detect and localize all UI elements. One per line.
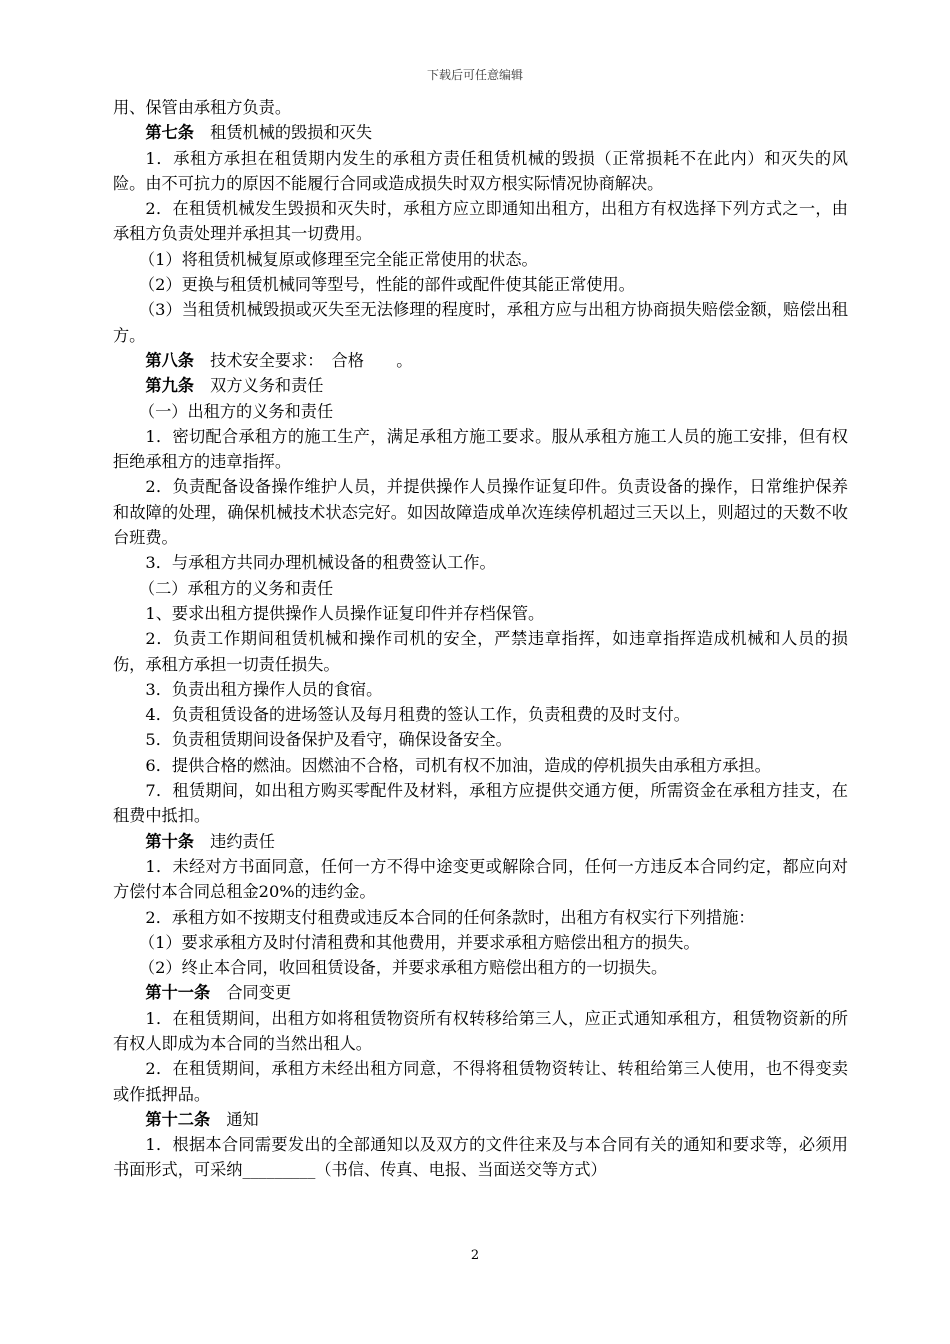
- section-heading: （二）承租方的义务和责任: [138, 578, 334, 598]
- page-number: 2: [470, 1248, 480, 1263]
- paragraph: 5．负责租赁期间设备保护及看守，确保设备安全。: [145, 730, 512, 750]
- article-number: 第十一条: [145, 983, 211, 1003]
- paragraph: （2）更换与租赁机械同等型号，性能的部件或配件使其能正常使用。: [138, 275, 635, 295]
- paragraph: 2．在租赁期间，承租方未经出租方同意，不得将租赁物资转让、转租给第三人使用，也不得变卖或作抵押品。: [113, 1059, 848, 1104]
- paragraph: 3．与承租方共同办理机械设备的租费签认工作。: [145, 553, 496, 573]
- paragraph: 2．负责工作期间租赁机械和操作司机的安全，严禁违章指挥，如违章指挥造成机械和人员的损伤，承租方承担一切责任损失。: [113, 629, 848, 674]
- article-heading: [113, 120, 848, 145]
- paragraph: 1、要求出租方提供操作人员操作证复印件并存档保管。: [145, 603, 545, 623]
- article-number: 第七条: [145, 123, 194, 143]
- article-number: 第九条: [145, 376, 194, 396]
- article-title: 合同变更: [226, 983, 292, 1003]
- article-title: 双方义务和责任: [210, 376, 324, 396]
- paragraph: 1．密切配合承租方的施工生产，满足承租方施工要求。服从承租方施工人员的施工安排，但有权拒绝承租方的违章指挥。: [113, 426, 848, 472]
- article-heading: [113, 1107, 848, 1132]
- paragraph: 1．在租赁期间，出租方如将租赁物资所有权转移给第三人，应正式通知承租方，租赁物资新的所有权人即成为本合同的当然出租人。: [113, 1008, 848, 1053]
- paragraph: 4．负责租赁设备的进场签认及每月租费的签认工作，负责租费的及时支付。: [145, 705, 690, 725]
- paragraph: 2．负责配备设备操作维护人员，并提供操作人员操作证复印件。负责设备的操作，日常维护保养和故障的处理，确保机械技术状态完好。如因故障造成单次连续停机超过三天以上，则超过的天数不收台班费。: [113, 477, 848, 548]
- paragraph: 1．承租方承担在租赁期内发生的承租方责任租赁机械的毁损（正常损耗不在此内）和灭失的风险。由不可抗力的原因不能履行合同或造成损失时双方根实际情况协商解决。: [113, 148, 848, 193]
- paragraph: 3．负责出租方操作人员的食宿。: [145, 679, 383, 699]
- article-title: 租赁机械的毁损和灭失: [210, 123, 373, 143]
- paragraph: 2．承租方如不按期支付租费或违反本合同的任何条款时，出租方有权实行下列措施：: [145, 907, 755, 927]
- paragraph: 用、保管由承租方负责。: [113, 98, 292, 117]
- paragraph: 1．未经对方书面同意，任何一方不得中途变更或解除合同，任何一方违反本合同约定，都应向对方偿付本合同总租金20%的违约金。: [113, 856, 848, 902]
- article-heading: [113, 373, 848, 398]
- page-header: 下载后可任意编辑: [426, 68, 523, 82]
- paragraph: 6．提供合格的燃油。因燃油不合格，司机有权不加油，造成的停机损失由承租方承担。: [145, 755, 771, 775]
- article-title: 技术安全要求： 合格 。: [210, 350, 413, 370]
- article-heading: [113, 348, 848, 373]
- article-heading: [113, 829, 848, 854]
- paragraph: （1）将租赁机械复原或修理至完全能正常使用的状态。: [138, 249, 538, 269]
- paragraph: （2）终止本合同，收回租赁设备，并要求承租方赔偿出租方的一切损失。: [138, 958, 668, 978]
- article-heading: [113, 980, 848, 1005]
- paragraph: （3）当租赁机械毁损或灭失至无法修理的程度时，承租方应与出租方协商损失赔偿金额，赔偿出租方。: [113, 300, 848, 345]
- paragraph: （1）要求承租方及时付清租费和其他费用，并要求承租方赔偿出租方的损失。: [138, 932, 700, 952]
- article-number: 第八条: [145, 350, 194, 370]
- paragraph: 7．租赁期间，如出租方购买零配件及材料，承租方应提供交通方便，所需资金在承租方挂支，在租费中抵扣。: [113, 781, 848, 826]
- paragraph: 1．根据本合同需要发出的全部通知以及双方的文件往来及与本合同有关的通知和要求等，必须用书面形式，可采纳_________（书信、传真、电报、当面送交等方式）: [113, 1135, 848, 1180]
- article-number: 第十二条: [145, 1109, 211, 1129]
- article-title: 违约责任: [210, 831, 275, 851]
- article-title: 通知: [226, 1109, 259, 1129]
- document-body: [113, 95, 848, 1183]
- section-heading: （一）出租方的义务和责任: [138, 401, 334, 421]
- article-number: 第十条: [145, 831, 194, 851]
- paragraph: 2．在租赁机械发生毁损和灭失时，承租方应立即通知出租方，出租方有权选择下列方式之一，由承租方负责处理并承担其一切费用。: [113, 199, 848, 244]
